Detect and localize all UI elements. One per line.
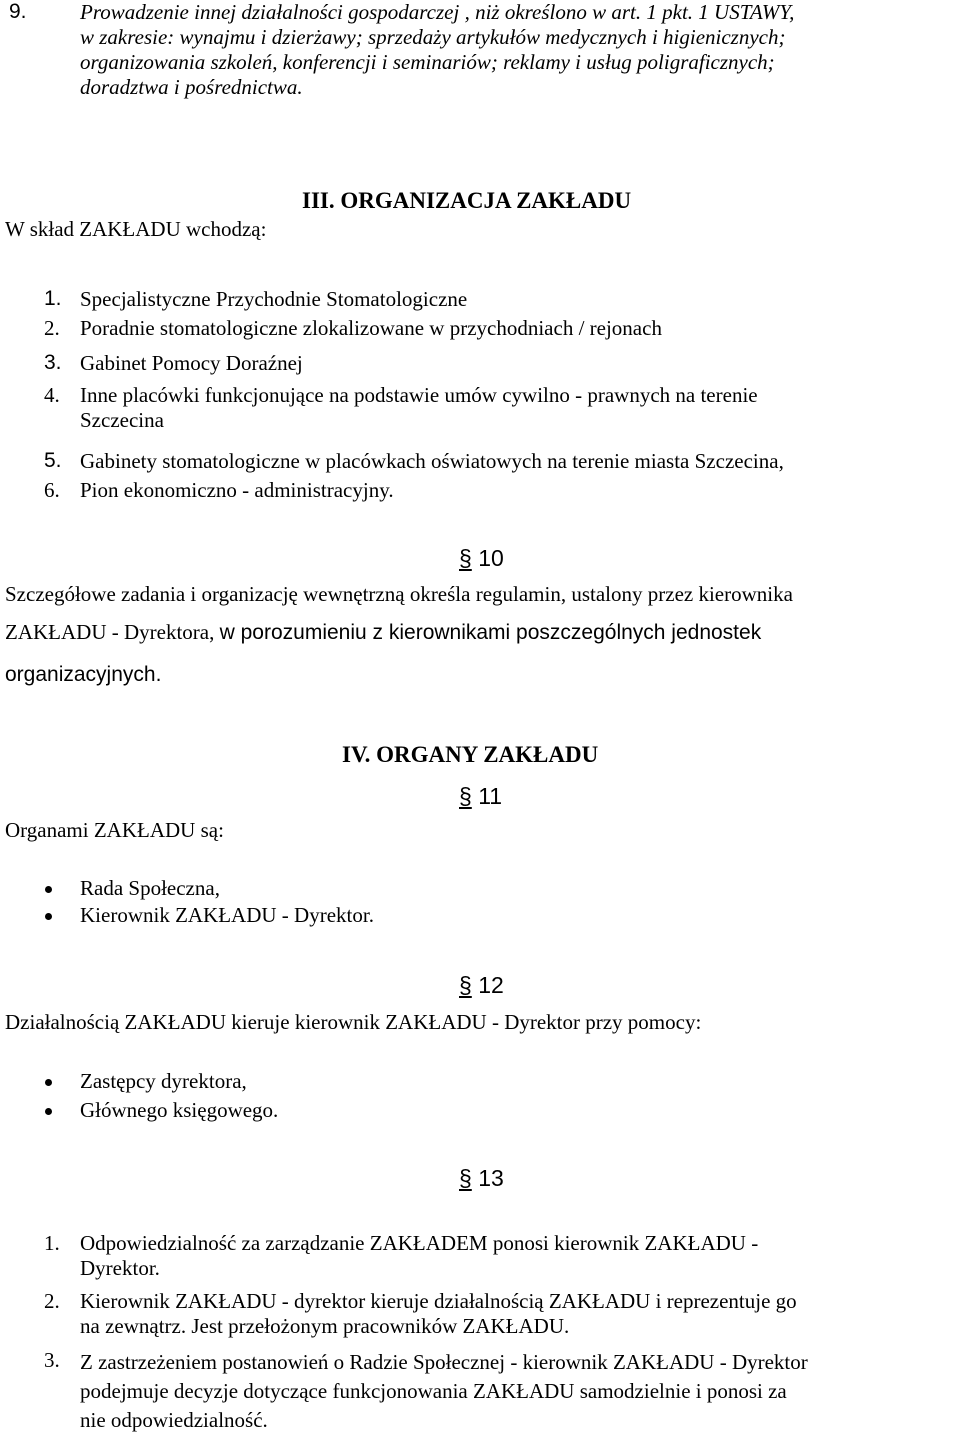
- section-heading: IV. ORGANY ZAKŁADU: [342, 742, 599, 767]
- item-text: Kierownik ZAKŁADU - dyrektor kieruje działalnością ZAKŁADU i reprezentuje go na zewnątrz. Jest przełożonym pracowników ZAKŁADU.: [80, 1289, 797, 1338]
- item-text: Zastępcy dyrektora,: [80, 1069, 247, 1093]
- item-text: Prowadzenie innej działalności gospodarczej , niż określono w art. 1 pkt. 1 USTAWY, w zakresie: wynajmu i dzierżawy; sprzedaży artykułów medycznych i higienicznych; organizowania szkoleń, konferencji i seminariów; reklamy i usług poligraficznych; doradztwa i pośrednictwa.: [80, 0, 795, 99]
- bullet-icon: [45, 1079, 52, 1086]
- section-intro: W skład ZAKŁADU wchodzą:: [5, 217, 267, 241]
- item-text: Gabinety stomatologiczne w placówkach oświatowych na terenie miasta Szczecina,: [80, 449, 784, 473]
- item-text: Poradnie stomatologiczne zlokalizowane w przychodniach / rejonach: [80, 316, 662, 340]
- paragraph-text: Szczegółowe zadania i organizację wewnętrzną określa regulamin, ustalony przez kierownika: [5, 582, 793, 606]
- paragraph-heading: [459, 972, 504, 999]
- paragraph-text: organizacyjnych.: [5, 663, 162, 686]
- item-text: Specjalistyczne Przychodnie Stomatologiczne: [80, 287, 468, 311]
- item-text: Głównego księgowego.: [80, 1098, 279, 1122]
- item-text: Gabinet Pomocy Doraźnej: [80, 351, 303, 375]
- item-text: Inne placówki funkcjonujące na podstawie umów cywilno - prawnych na terenie Szczecina: [80, 383, 758, 432]
- item-number: 4.: [44, 383, 60, 407]
- item-number: 1.: [44, 287, 62, 310]
- paragraph-number: 11: [478, 783, 503, 809]
- item-text: Z zastrzeżeniem postanowień o Radzie Społecznej - kierownik ZAKŁADU - Dyrektor podejmuje decyzje dotyczące funkcjonowania ZAKŁADU samodzielnie i ponosi za nie odpowiedzialność.: [80, 1350, 808, 1432]
- paragraph-number: 12: [478, 972, 504, 998]
- item-text: Odpowiedzialność za zarządzanie ZAKŁADEM ponosi kierownik ZAKŁADU - Dyrektor.: [80, 1231, 759, 1280]
- item-number: 2.: [44, 316, 60, 340]
- item-number: 9.: [9, 0, 27, 23]
- item-text: Rada Społeczna,: [80, 876, 220, 900]
- item-text: Kierownik ZAKŁADU - Dyrektor.: [80, 903, 374, 927]
- paragraph-text: ZAKŁADU - Dyrektora, w porozumieniu z kierownikami poszczególnych jednostek: [5, 620, 762, 644]
- section-sign: §: [459, 545, 472, 571]
- item-number: 3.: [44, 351, 62, 374]
- paragraph-heading: [459, 545, 504, 572]
- paragraph-heading: [459, 783, 502, 810]
- section-heading: III. ORGANIZACJA ZAKŁADU: [302, 188, 632, 213]
- bullet-icon: [45, 913, 52, 920]
- section-sign: §: [459, 783, 472, 809]
- item-number: 3.: [44, 1348, 60, 1372]
- section-sign: §: [459, 1165, 472, 1191]
- item-number: 6.: [44, 478, 60, 502]
- paragraph-number: 10: [478, 545, 504, 571]
- item-number: 2.: [44, 1289, 60, 1313]
- item-number: 1.: [44, 1231, 60, 1255]
- section-intro: Organami ZAKŁADU są:: [5, 818, 224, 842]
- item-number: 5.: [44, 449, 62, 472]
- item-text: Pion ekonomiczno - administracyjny.: [80, 478, 394, 502]
- paragraph-heading: [459, 1165, 504, 1192]
- bullet-icon: [45, 886, 52, 893]
- section-sign: §: [459, 972, 472, 998]
- paragraph-number: 13: [478, 1165, 504, 1191]
- paragraph-text: Działalnością ZAKŁADU kieruje kierownik ZAKŁADU - Dyrektor przy pomocy:: [5, 1010, 702, 1034]
- bullet-icon: [45, 1108, 52, 1115]
